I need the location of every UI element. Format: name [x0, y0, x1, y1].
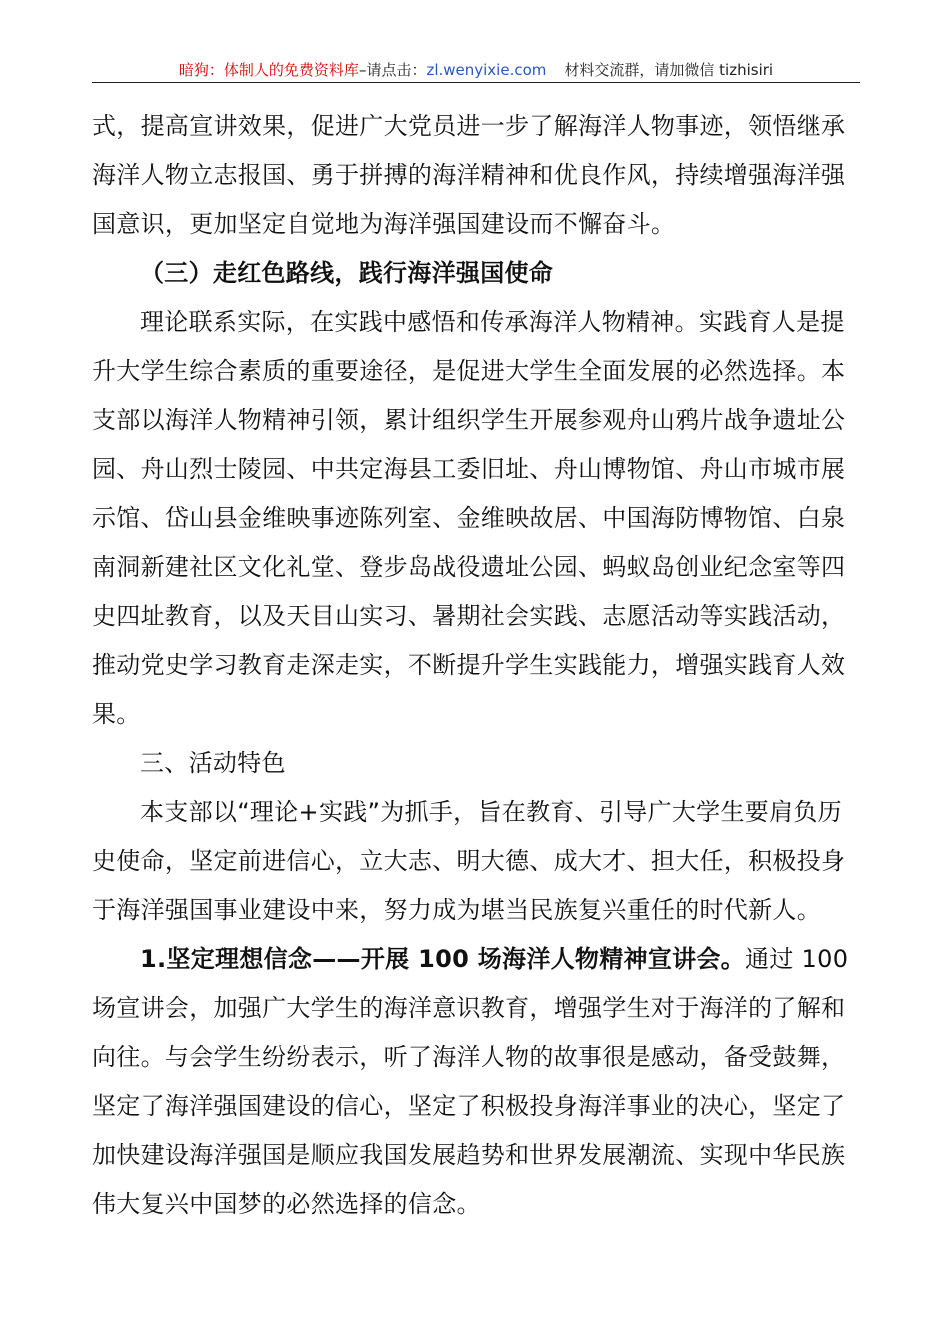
header-url-link[interactable]: zl.wenyixie.com: [426, 61, 547, 79]
header-site-name: 暗狗：体制人的免费资料库: [178, 61, 359, 79]
subsection-heading-3: （三）走红色路线，践行海洋强国使命: [140, 259, 554, 287]
paragraph-continued: 式，提高宣讲效果，促进广大党员进一步了解海洋人物事迹，领悟继承海洋人物立志报国、勇于拼搏的海洋精神和优良作风，持续增强海洋强国意识，更加坚定自觉地为海洋强国建设而不懈奋斗。: [92, 112, 846, 238]
item-1-text: 通过 100 场宣讲会，加强广大学生的海洋意识教育，增强学生对于海洋的了解和向往。与会学生纷纷表示，听了海洋人物的故事很是感动，备受鼓舞，坚定了海洋强国建设的信心，坚定了积极投身海洋事业的决心，坚定了加快建设海洋强国是顺应我国发展趋势和世界发展潮流、实现中华民族伟大复兴中国梦的必然选择的信念。: [92, 945, 849, 1218]
header-wechat-note: 材料交流群，请加微信 tizhisiri: [564, 61, 774, 79]
paragraph-practice: 理论联系实际，在实践中感悟和传承海洋人物精神。实践育人是提升大学生综合素质的重要途径，是促进大学生全面发展的必然选择。本支部以海洋人物精神引领，累计组织学生开展参观舟山鸦片战争遗址公园、舟山烈士陵园、中共定海县工委旧址、舟山博物馆、舟山市城市展示馆、岱山县金维映事迹陈列室、金维映故居、中国海防博物馆、白泉南洞新建社区文化礼堂、登步岛战役遗址公园、蚂蚁岛创业纪念室等四史四址教育，以及天目山实习、暑期社会实践、志愿活动等实践活动，推动党史学习教育走深走实，不断提升学生实践能力，增强实践育人效果。: [92, 308, 846, 728]
header-divider: [92, 82, 860, 83]
header-click-prefix: –请点击：: [358, 61, 427, 79]
section-heading-features: 三、活动特色: [140, 749, 286, 777]
paragraph-theory-practice: 本支部以“理论+实践”为抓手，旨在教育、引导广大学生要肩负历史使命，坚定前进信心，立大志、明大德、成大才、担大任，积极投身于海洋强国事业建设中来，努力成为堪当民族复兴重任的时代新人。: [92, 798, 846, 924]
document-body: [92, 102, 860, 1229]
paragraph-item-1: [92, 935, 860, 1229]
page-header: [92, 58, 860, 82]
item-1-heading: 1.坚定理想信念——开展 100 场海洋人物精神宣讲会。: [140, 945, 746, 973]
